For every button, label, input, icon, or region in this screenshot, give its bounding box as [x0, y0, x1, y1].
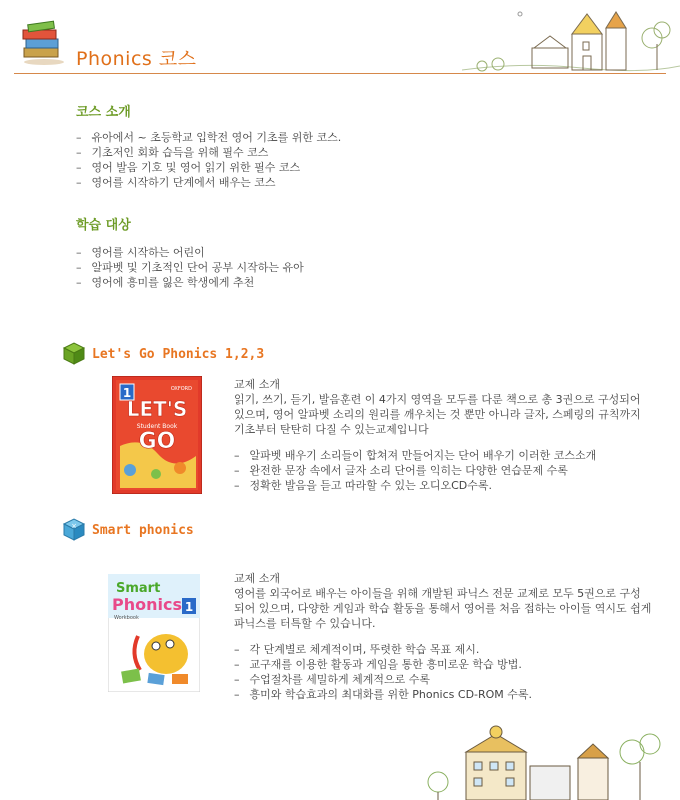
cover-line1: Smart: [116, 581, 161, 596]
cover-number: 1: [122, 386, 132, 400]
svg-text:×: ×: [71, 522, 77, 530]
description-paragraph: 영어를 외국어로 배우는 아이들을 위해 개발된 파닉스 전문 교제로 모두 5권으로 구성 되어 있으며, 다양한 게임과 학습 활동을 통해서 영어를 처음 접하는 아이들 역시도 쉽게 파닉스를 터특할 수 있습니다.: [234, 587, 652, 630]
green-cube-icon: [60, 338, 88, 366]
feature-list: [234, 448, 654, 493]
book-title: Let's Go Phonics 1,2,3: [92, 347, 265, 362]
blue-cube-icon: [60, 514, 88, 542]
smart-phonics-description: [234, 571, 654, 702]
list-item: – 영어를 시작하기 단계에서 배우는 코스: [76, 175, 341, 190]
target-heading: 학습 대상: [76, 218, 131, 233]
cover-publisher: OXFORD: [170, 386, 192, 392]
course-intro-list: [76, 130, 341, 190]
list-item: – 교구재를 이용한 활동과 게임을 통한 흥미로운 학습 방법.: [234, 657, 654, 672]
feature-list: [234, 642, 654, 702]
course-intro-heading: 코스 소개: [76, 105, 131, 120]
description-paragraph: 읽기, 쓰기, 듣기, 발음훈련 이 4가지 영역을 모두를 다룬 책으로 총 3권으로 구성되어 있으며, 영어 알파벳 소리의 원리를 깨우치는 것 뿐만 아니라 글자, 스페링의 규칙까지 기초부터 탄탄히 다질 수 있는교제입니다: [234, 393, 641, 436]
list-item: – 각 단계별로 체계적이며, 뚜렷한 학습 목표 제시.: [234, 642, 654, 657]
list-item: – 수업절차를 세밀하게 체계적으로 수록: [234, 672, 654, 687]
page-header: [0, 0, 680, 78]
books-icon: [20, 18, 68, 66]
list-item: – 정확한 발음을 듣고 따라할 수 있는 오디오CD수록.: [234, 478, 654, 493]
description-label: 교제 소개: [234, 378, 281, 391]
description-label: 교제 소개: [234, 572, 281, 585]
list-item: – 영어를 시작하는 어린이: [76, 245, 304, 260]
list-item: – 알파벳 및 기초적인 단어 공부 시작하는 유아: [76, 260, 304, 275]
list-item: – 영어에 흥미를 잃은 학생에게 추천: [76, 275, 304, 290]
smart-phonics-book-cover: [108, 574, 200, 692]
cover-line1: LET'S: [126, 397, 188, 421]
cover-line2: Phonics: [112, 595, 182, 614]
book-title: Smart phonics: [92, 523, 194, 538]
cover-line2: GO: [138, 429, 176, 454]
target-list: [76, 245, 304, 290]
header-divider: [14, 73, 666, 74]
lets-go-book-cover: [112, 376, 202, 494]
list-item: – 흥미와 학습효과의 최대화를 위한 Phonics CD-ROM 수록.: [234, 687, 654, 702]
cover-sub: Student Book: [136, 423, 178, 430]
city-illustration: [418, 722, 680, 800]
page-title: Phonics 코스: [76, 48, 197, 70]
cover-number: 1: [184, 600, 194, 614]
list-item: – 유아에서 ~ 초등학교 입학전 영어 기초를 위한 코스.: [76, 130, 341, 145]
town-illustration: [462, 8, 680, 76]
list-item: – 완전한 문장 속에서 글자 소리 단어를 익히는 다양한 연습문제 수록: [234, 463, 654, 478]
cover-sub: Workbook: [114, 615, 139, 621]
list-item: – 알파벳 배우기 소리들이 합쳐져 만들어지는 단어 배우기 이러한 코스소개: [234, 448, 654, 463]
list-item: – 기초저인 회화 습득을 위해 필수 코스: [76, 145, 341, 160]
lets-go-description: [234, 377, 654, 493]
list-item: – 영어 발음 기호 및 영어 읽기 위한 필수 코스: [76, 160, 341, 175]
